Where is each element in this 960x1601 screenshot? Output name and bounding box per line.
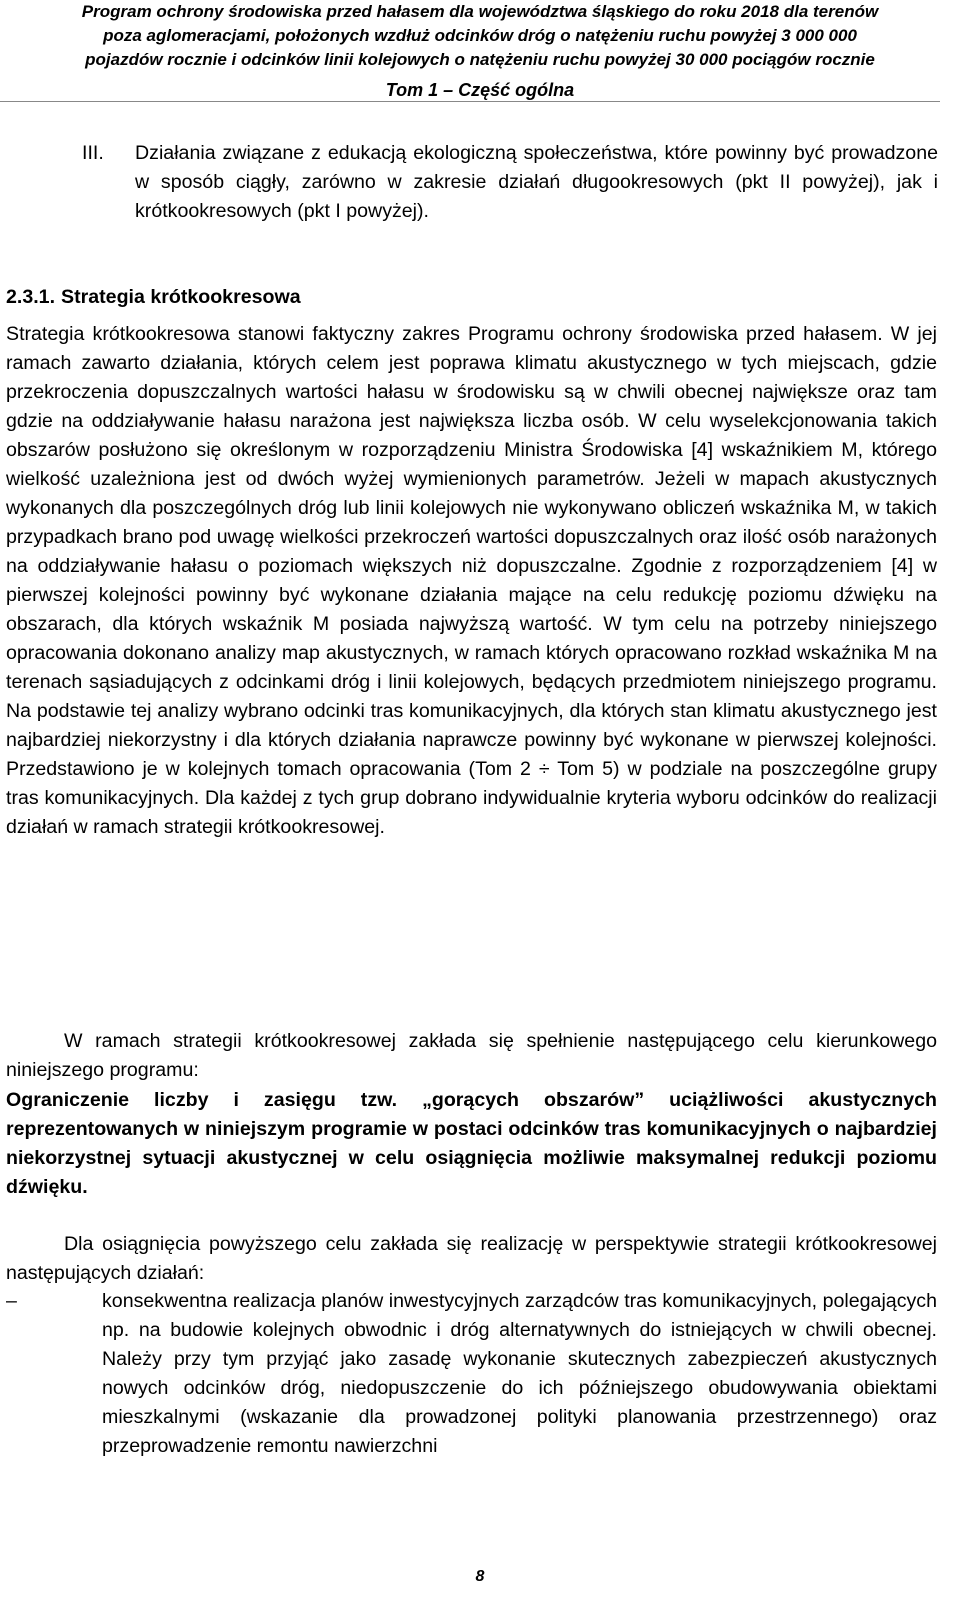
volume-title: Tom 1 – Część ogólna	[385, 80, 575, 100]
header-line-1: Program ochrony środowiska przed hałasem dla województwa śląskiego do roku 2018 dla terenów	[81, 2, 879, 21]
page-number: 8	[475, 1568, 485, 1585]
list-item-iii	[82, 139, 938, 226]
paragraph-goal-statement: Ograniczenie liczby i zasięgu tzw. „gorących obszarów” uciążliwości akustycznych reprezentowanych w niniejszym programie w postaci odcinków tras komunikacyjnych o najbardziej niekorzystnej sytuacji akustycznej w celu osiągnięcia możliwie maksymalnej redukcji poziomu dźwięku.	[6, 1089, 937, 1198]
header-line-3: pojazdów rocznie i odcinków linii kolejowych o natężeniu ruchu powyżej 30 000 pociągów rocznie	[85, 50, 875, 69]
list-item-iii-text: Działania związane z edukacją ekologiczną społeczeństwa, które powinny być prowadzone w sposób ciągły, zarówno w zakresie działań długookresowych (pkt II powyżej), jak i krótkookresowych (pkt I powyżej).	[135, 142, 938, 222]
list-item-action	[6, 1287, 937, 1461]
list-dash-marker: –	[6, 1290, 17, 1312]
paragraph-goal-intro: W ramach strategii krótkookresowej zakłada się spełnienie następującego celu kierunkowego niniejszego programu:	[6, 1030, 937, 1081]
list-item-action-text: konsekwentna realizacja planów inwestycyjnych zarządców tras komunikacyjnych, polegających np. na budowie kolejnych obwodnic i dróg alternatywnych do istniejących w chwili obecnej. Należy przy tym przyjąć jako zasadę wykonanie skutecznych zabezpieczeń akustycznych nowych odcinków dróg, niedopuszczenie do ich późniejszego obudowywania obiektami mieszkalnymi (wskazanie dla prowadzonej polityki planowania przestrzennego) oraz przeprowadzenie remontu nawierzchni	[102, 1290, 937, 1457]
paragraph-actions-intro: Dla osiągnięcia powyższego celu zakłada się realizację w perspektywie strategii krótkookresowej następujących działań:	[6, 1233, 937, 1284]
header-divider	[0, 101, 940, 102]
list-item-iii-number: III.	[82, 142, 104, 164]
section-number: 2.3.1.	[6, 286, 56, 308]
paragraph-strategy: Strategia krótkookresowa stanowi faktyczny zakres Programu ochrony środowiska przed hałasem. W jej ramach zawarto działania, których celem jest poprawa klimatu akustycznego w tych miejscach, gdzie przekroczenia dopuszczalnych wartości hałasu w środowisku są w chwili obecnej największe oraz tam gdzie na oddziaływanie hałasu narażona jest największa liczba osób. W celu wyselekcjonowania takich obszarów posłużono się określonym w rozporządzeniu Ministra Środowiska [4] wskaźnikiem M, którego wielkość uzależniona jest od dwóch wyżej wymienionych parametrów. Jeżeli w mapach akustycznych wykonanych dla poszczególnych dróg lub linii kolejowych nie wykonywano obliczeń wskaźnika M, w takich przypadkach brano pod uwagę wielkości przekroczeń wartości dopuszczalnych oraz ilość osób narażonych na oddziaływanie hałasu o poziomach większych niż dopuszczalne. Zgodnie z rozporządzeniem [4] w pierwszej kolejności powinny być wykonane działania mające na celu redukcję poziomu dźwięku na obszarach, dla których wskaźnik M posiada najwyższą wartość. W tym celu na potrzeby niniejszego opracowania dokonano analizy map akustycznych, w ramach których opracowano rozkład wskaźnika M na terenach sąsiadujących z odcinkami dróg i linii kolejowych, będących przedmiotem niniejszego programu. Na podstawie tej analizy wybrano odcinki tras komunikacyjnych, dla których stan klimatu akustycznego jest najbardziej niekorzystny i dla których działania naprawcze powinny być wykonane w pierwszej kolejności. Przedstawiono je w kolejnych tomach opracowania (Tom 2 ÷ Tom 5) w podziale na poszczególne grupy tras komunikacyjnych. Dla każdej z tych grup dobrano indywidualnie kryteria wyboru odcinków do realizacji działań w ramach strategii krótkookresowej.	[6, 323, 937, 838]
header-line-2: poza aglomeracjami, położonych wzdłuż odcinków dróg o natężeniu ruchu powyżej 3 000 000	[103, 26, 857, 45]
section-heading	[6, 283, 301, 312]
section-title: Strategia krótkookresowa	[61, 286, 301, 308]
running-header	[0, 0, 960, 102]
